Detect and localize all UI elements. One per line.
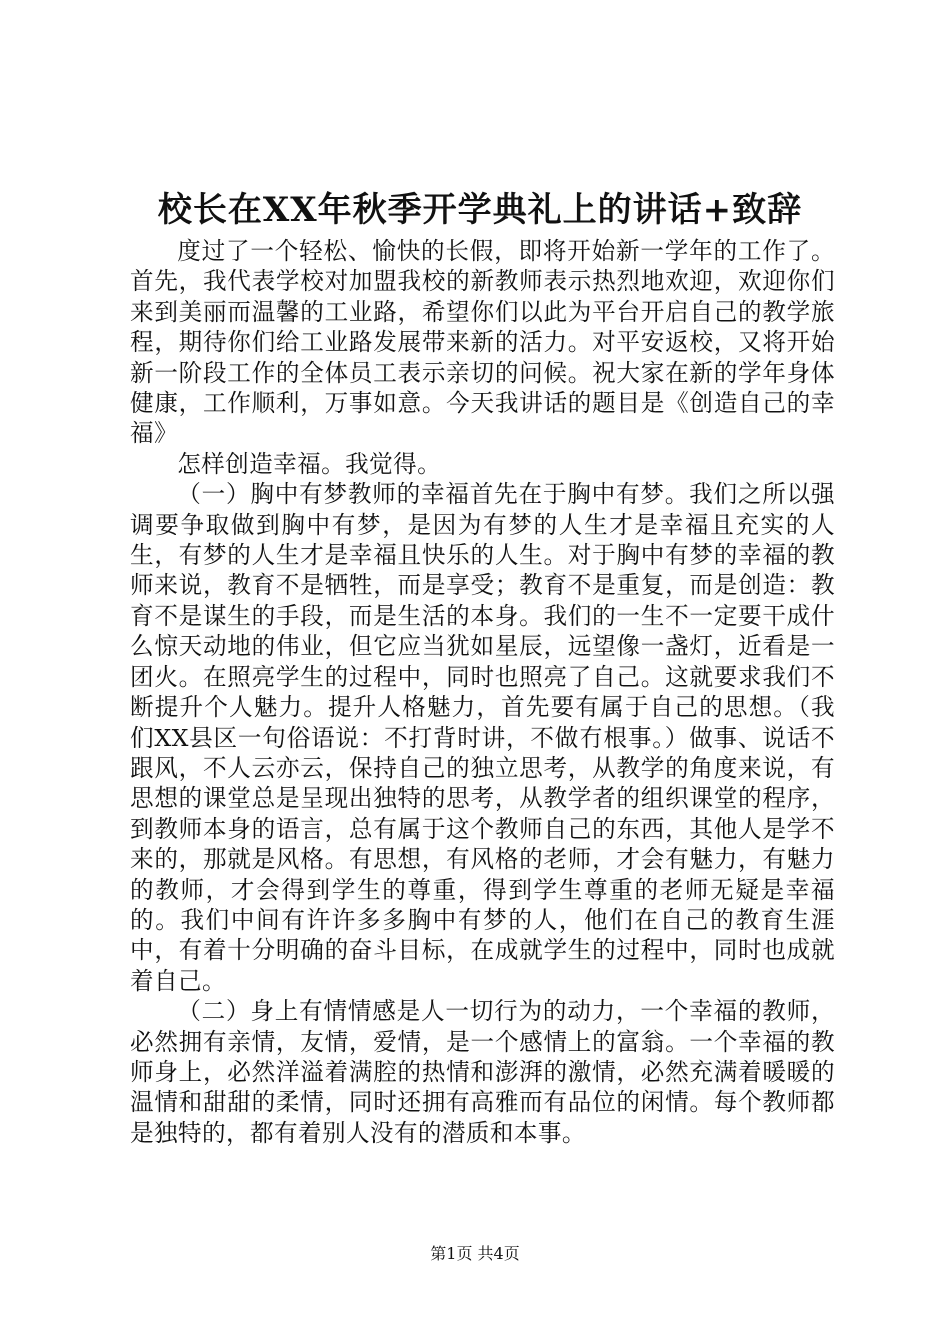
paragraph-section-one: （一）胸中有梦教师的幸福首先在于胸中有梦。我们之所以强调要争取做到胸中有梦，是因为有梦的人生才是幸福且充实的人生，有梦的人生才是幸福且快乐的人生。对于胸中有梦的幸福的教师来说，教育不是牺牲，而是享受；教育不是重复，而是创造：教育不是谋生的手段，而是生活的本身。我们的一生不一定要干成什么惊天动地的伟业，但它应当犹如星辰，远望像一盏灯，近看是一团火。在照亮学生的过程中，同时也照亮了自己。这就要求我们不断提升个人魅力。提升人格魅力，首先要有属于自己的思想。（我们XX县区一句俗语说：不打背时讲，不做冇根事。）做事、说话不跟风，不人云亦云，保持自己的独立思考，从教学的角度来说，有思想的课堂总是呈现出独特的思考，从教学者的组织课堂的程序，到教师本身的语言，总有属于这个教师自己的东西，其他人是学不来的，那就是风格。有思想，有风格的老师，才会有魅力，有魅力的教师，才会得到学生的尊重，得到学生尊重的老师无疑是幸福的。我们中间有许许多多胸中有梦的人，他们在自己的教育生涯中，有着十分明确的奋斗目标，在成就学生的过程中，同时也成就着自己。 bbox=[130, 480, 835, 995]
paragraph-question: 怎样创造幸福。我觉得。 bbox=[177, 449, 442, 478]
paragraph-intro: 度过了一个轻松、愉快的长假，即将开始新一学年的工作了。首先，我代表学校对加盟我校的新教师表示热烈地欢迎，欢迎你们来到美丽而温馨的工业路，希望你们以此为平台开启自己的教学旅程，期待你们给工业路发展带来新的活力。对平安返校，又将开始新一阶段工作的全体员工表示亲切的问候。祝大家在新的学年身体健康，工作顺利，万事如意。今天我讲话的题目是《创造自己的幸福》 bbox=[130, 237, 835, 448]
page-number-footer: 第1页 共4页 bbox=[430, 1244, 520, 1263]
paragraph-section-two: （二）身上有情情感是人一切行为的动力，一个幸福的教师，必然拥有亲情，友情，爱情，是一个感情上的富翁。一个幸福的教师身上，必然洋溢着满腔的热情和澎湃的激情，必然充满着暖暖的温情和甜甜的柔情，同时还拥有高雅而有品位的闲情。每个教师都是独特的，都有着别人没有的潜质和本事。 bbox=[130, 997, 835, 1147]
document-body bbox=[130, 236, 835, 1148]
document-title: 校长在XX年秋季开学典礼上的讲话+致辞 bbox=[157, 190, 803, 230]
